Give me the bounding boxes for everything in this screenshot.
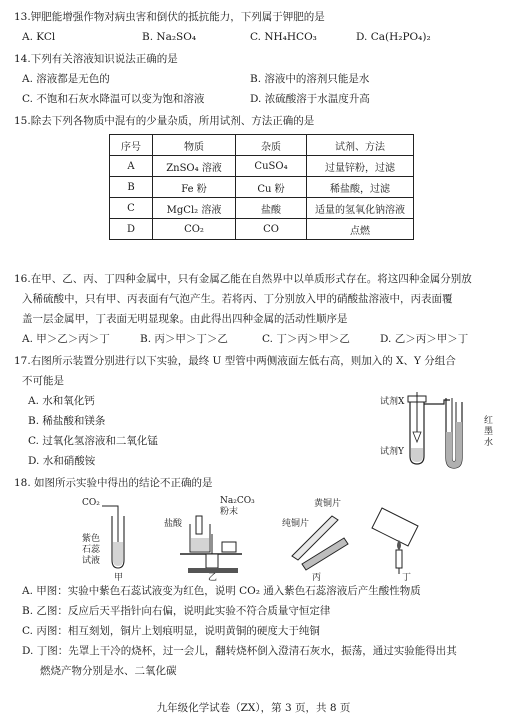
brass-label: 黄铜片 [314, 499, 342, 509]
table-cell: Fe 粉 [153, 177, 236, 198]
table-cell: CO₂ [153, 219, 236, 240]
figure-yi-label: 乙 [208, 573, 218, 583]
table-cell: 适量的氢氧化钠溶液 [307, 198, 414, 219]
q16-option-b: B. 丙＞甲＞丁＞乙 [140, 333, 228, 345]
table-header-cell: 杂质 [236, 135, 307, 156]
table-cell: A [110, 156, 153, 177]
q16-option-d: D. 乙＞丙＞甲＞丁 [380, 333, 469, 345]
page-footer: 九年级化学试卷（ZX），第 3 页，共 8 页 [156, 702, 351, 714]
q15-table [109, 134, 414, 240]
red-ink-label: 红墨水 [484, 416, 494, 448]
table-cell: B [110, 177, 153, 198]
reagent-y-label: 试剂Y [380, 447, 404, 457]
q18-option-d-cont: 燃烧产物分别是水、二氧化碳 [40, 665, 177, 677]
table-cell: 过量锌粉，过滤 [307, 156, 414, 177]
table-cell: C [110, 198, 153, 219]
q18-apparatus-diagrams [82, 494, 442, 576]
q16-line-3: 盖一层金属甲，丁表面无明显现象。由此得出四种金属的活动性顺序是 [22, 313, 348, 325]
q14-option-b: B. 溶液中的溶剂只能是水 [250, 73, 370, 85]
q17-option-a: A. 水和氧化钙 [28, 395, 95, 407]
q14-stem: 14.下列有关溶液知识说法正确的是 [14, 53, 178, 65]
table-row [110, 177, 414, 198]
figure-ding-label: 丁 [402, 573, 412, 583]
table-cell: 稀盐酸，过滤 [307, 177, 414, 198]
q16-line-2: 入稀硫酸中，只有甲、丙表面有气泡产生。若将丙、丁分别放入甲的硝酸盐溶液中，丙表面覆 [22, 293, 453, 305]
litmus-label: 紫色石蕊试液 [82, 534, 101, 566]
co2-label: CO₂ [82, 498, 100, 508]
q18-option-a: A. 甲图：实验中紫色石蕊试液变为红色，说明 CO₂ 通入紫色石蕊溶液后产生酸性物质 [22, 585, 421, 597]
table-cell: 点燃 [307, 219, 414, 240]
q16-line-1: 16.在甲、乙、丙、丁四种金属中，只有金属乙能在自然界中以单质形式存在。将这四种金属分别放 [14, 273, 472, 285]
q18-option-c: C. 丙图：相互刻划，铜片上划痕明显，说明黄铜的硬度大于纯铜 [22, 625, 320, 637]
table-header-cell: 试剂、方法 [307, 135, 414, 156]
q18-option-b: B. 乙图：反应后天平指针向右偏，说明此实验不符合质量守恒定律 [22, 605, 331, 617]
q14-option-d: D. 浓硫酸溶于水温度升高 [250, 93, 370, 105]
q18-stem: 18. 如图所示实验中得出的结论不正确的是 [14, 477, 213, 489]
table-cell: CuSO₄ [236, 156, 307, 177]
table-header-cell: 序号 [110, 135, 153, 156]
table-cell: ZnSO₄ 溶液 [153, 156, 236, 177]
q16-option-a: A. 甲＞乙＞丙＞丁 [22, 333, 110, 345]
table-row [110, 156, 414, 177]
copper-label: 纯铜片 [282, 519, 310, 529]
table-header-row [110, 135, 414, 156]
na2co3-label: Na₂CO₃ 粉末 [220, 496, 255, 517]
table-row [110, 198, 414, 219]
reagent-x-label: 试剂X [380, 397, 405, 407]
table-row [110, 219, 414, 240]
q13-option-b: B. Na₂SO₄ [142, 31, 197, 43]
q13-option-a: A. KCl [22, 31, 56, 43]
q17-u-tube-figure [380, 392, 500, 474]
q17-option-b: B. 稀盐酸和镁条 [28, 415, 106, 427]
q18-option-d: D. 丁图：先罩上干冷的烧杯，过一会儿，翻转烧杯倒入澄清石灰水，振荡，通过实验能得出其 [22, 645, 457, 657]
table-cell: CO [236, 219, 307, 240]
q14-option-c: C. 不饱和石灰水降温可以变为饱和溶液 [22, 93, 205, 105]
table-cell: Cu 粉 [236, 177, 307, 198]
q14-option-a: A. 溶液都是无色的 [22, 73, 110, 85]
q16-option-c: C. 丁＞丙＞甲＞乙 [262, 333, 350, 345]
q13-option-d: D. Ca(H₂PO₄)₂ [356, 31, 431, 43]
q13-stem: 13.钾肥能增强作物对病虫害和倒伏的抵抗能力，下列属于钾肥的是 [14, 11, 325, 23]
figure-bing-label: 丙 [312, 573, 322, 583]
table-header-cell: 物质 [153, 135, 236, 156]
q18-figures [82, 494, 442, 583]
table-cell: 盐酸 [236, 198, 307, 219]
table-cell: MgCl₂ 溶液 [153, 198, 236, 219]
q17-line-1: 17.右图所示装置分别进行以下实验，最终 U 型管中两侧液面左低右高，则加入的 X、Y 分组合 [14, 355, 456, 367]
figure-jia-label: 甲 [114, 573, 124, 583]
q13-option-c: C. NH₄HCO₃ [250, 31, 317, 43]
q15-stem: 15.除去下列各物质中混有的少量杂质，所用试剂、方法正确的是 [14, 115, 315, 127]
table-cell: D [110, 219, 153, 240]
q17-option-d: D. 水和硝酸铵 [28, 455, 96, 467]
q17-option-c: C. 过氧化氢溶液和二氧化锰 [28, 435, 158, 447]
q17-line-2: 不可能是 [22, 375, 64, 387]
hcl-label: 盐酸 [164, 519, 183, 529]
